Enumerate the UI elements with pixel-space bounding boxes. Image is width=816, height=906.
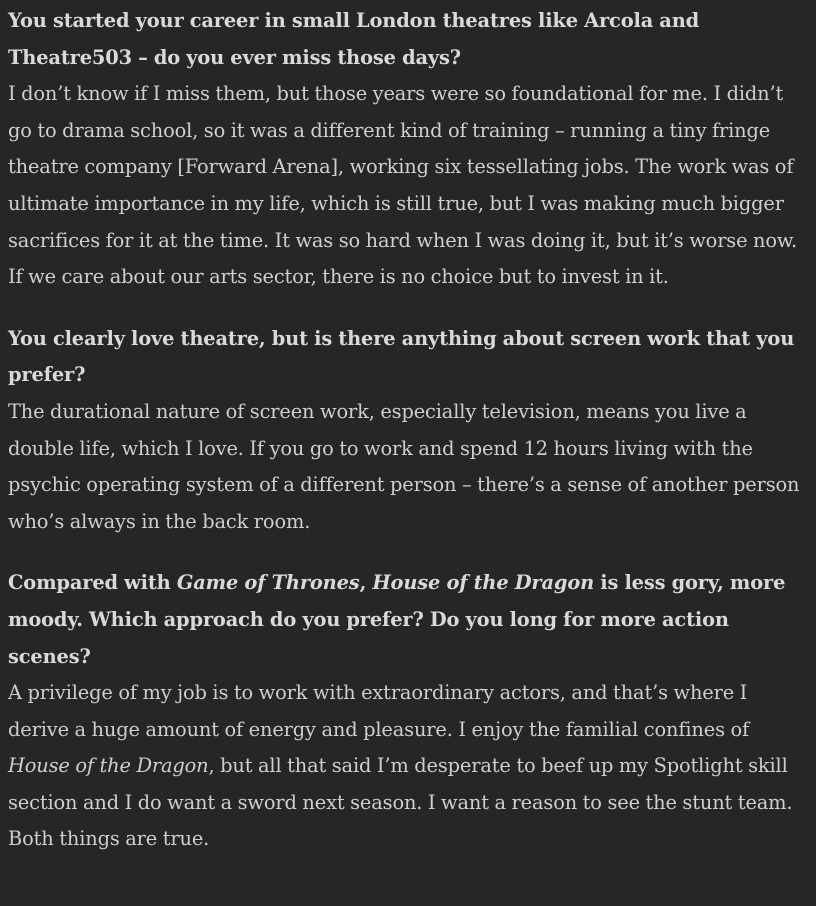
text-run: I don’t know if I miss them, but those years were so foundational for me. I didn’t go to drama school, so it was a different kind of training – running a tiny fringe theatre company [Forward Arena], working six tessellating jobs. The work was of ultimate importance in my life, which is still true, but I was making much bigger sacrifices for it at the time. It was so hard when I was doing it, but it’s worse now. If we care about our arts sector, there is no choice but to invest in it. [8, 82, 798, 289]
text-run: , but all that said I’m desperate to beef up my Spotlight skill section and I do want a sword next season. I want a reason to see the stunt team. Both things are true. [8, 754, 793, 851]
interview-answer [8, 394, 808, 540]
italic-title-game-of-thrones: Game of Thrones [176, 571, 360, 595]
interview-question [8, 565, 808, 675]
italic-title-house-of-the-dragon: House of the Dragon [372, 571, 595, 595]
interview-question [8, 321, 808, 394]
interview-answer [8, 675, 808, 858]
italic-title-house-of-the-dragon: House of the Dragon [8, 754, 209, 778]
interview-question [8, 3, 808, 76]
interview-answer [8, 76, 808, 296]
text-run: The durational nature of screen work, especially television, means you live a double life, which I love. If you go to work and spend 12 hours living with the psychic operating system of a different person – there’s a sense of another person who’s always in the back room. [8, 399, 800, 533]
text-run: A privilege of my job is to work with extraordinary actors, and that’s where I derive a huge amount of energy and pleasure. I enjoy the familial confines of [8, 681, 750, 741]
qa-block [8, 3, 808, 296]
qa-block [8, 565, 808, 858]
text-run: You started your career in small London theatres like Arcola and Theatre503 – do you ever miss those days? [8, 9, 700, 69]
text-run: , [359, 571, 373, 595]
qa-block [8, 321, 808, 541]
text-run: Compared with [8, 571, 177, 595]
text-run: You clearly love theatre, but is there anything about screen work that you prefer? [8, 326, 795, 387]
text-run: is less gory, more moody. Which approach do you prefer? Do you long for more action scenes? [8, 571, 786, 668]
